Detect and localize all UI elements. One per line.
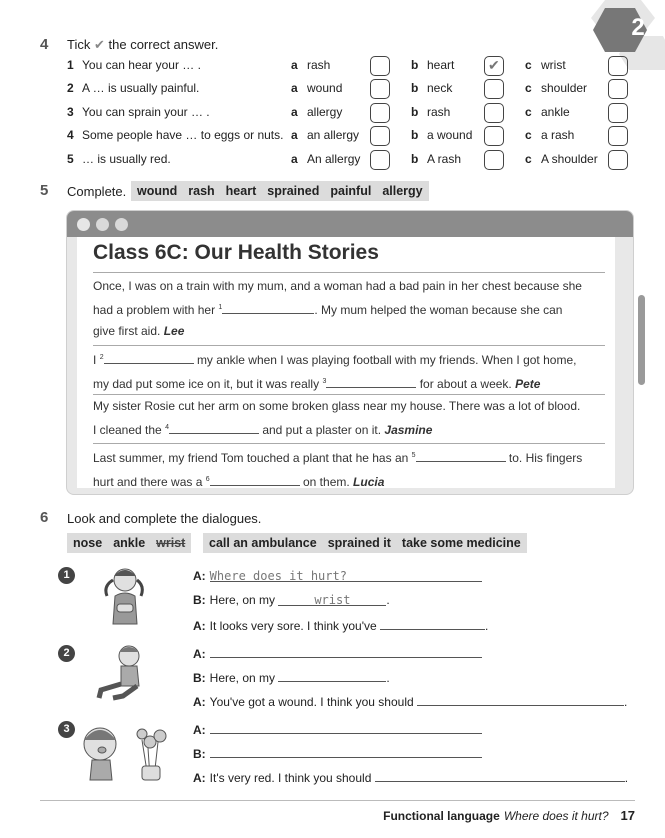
checkbox-a[interactable] (370, 103, 390, 123)
window-dot[interactable] (96, 218, 109, 231)
story-text: to. His fingers (508, 451, 583, 465)
story-lee (93, 276, 593, 342)
window-dot[interactable] (115, 218, 128, 231)
dialogue-1-line-1 (193, 569, 482, 583)
option-c-text: a rash (541, 128, 575, 142)
story-line (93, 445, 593, 469)
checkbox-c[interactable] (608, 150, 628, 170)
page-footer (383, 808, 635, 823)
option-a-text: wound (307, 81, 343, 95)
page-number: 17 (620, 808, 635, 823)
speaker: A: (193, 723, 206, 737)
answer-text: wrist (314, 593, 351, 607)
word-chip: wrist (156, 536, 186, 550)
gap-number: 1 (218, 304, 223, 311)
question-text: … is usually red. (82, 152, 171, 166)
option-letter: b (411, 152, 419, 166)
word-chip: sprained it (327, 536, 391, 550)
option-b-text: neck (427, 81, 453, 95)
speaker: B: (193, 593, 206, 607)
gap-number: 3 (322, 378, 327, 385)
word-box-5 (131, 181, 429, 201)
story-text: for about a week. (419, 377, 512, 391)
story-text: on them. (303, 475, 350, 489)
story-text: . My mum helped the woman because she can (314, 303, 563, 317)
tick-icon: ✔ (93, 37, 105, 52)
story-text: my dad put some ice on it, but it was really (93, 377, 320, 391)
page-title: Class 6C: Our Health Stories (93, 241, 379, 264)
dialogue-3-line-2 (193, 745, 482, 761)
dialogue-text: Here, on my (209, 671, 276, 685)
footer-topic: Where does it hurt? (503, 809, 609, 823)
word-box-6b (203, 533, 527, 553)
option-letter: a (291, 58, 298, 72)
option-letter: b (411, 81, 419, 95)
story-lucia (93, 445, 593, 493)
story-text: Once, I was on a train with my mum, and a woman had a bad pain in her chest because she (93, 279, 582, 293)
story-author: Jasmine (384, 423, 433, 437)
answer-field[interactable] (375, 769, 625, 782)
story-line (93, 321, 593, 342)
option-letter: a (291, 81, 298, 95)
question-text: You can sprain your … . (82, 105, 210, 119)
browser-window (66, 210, 634, 495)
checkbox-c[interactable] (608, 126, 628, 146)
speaker: A: (193, 619, 206, 633)
gap-number: 6 (205, 476, 210, 483)
option-b-text: rash (427, 105, 451, 119)
answer-field[interactable] (417, 693, 624, 706)
checkbox-c[interactable] (608, 56, 628, 76)
answer-field[interactable] (210, 745, 482, 758)
gap-1[interactable] (222, 302, 314, 314)
question-text: Some people have … to eggs or nuts. (82, 128, 284, 142)
speaker: A: (193, 695, 206, 709)
dialogue-1-line-3: A: It looks very sore. I think you've . (193, 619, 489, 633)
question-text: A … is usually painful. (82, 81, 200, 95)
girl-wrist-illustration (95, 566, 155, 626)
word-chip: allergy (382, 184, 423, 198)
gap-5[interactable] (416, 450, 506, 462)
checkbox-b[interactable] (484, 126, 504, 146)
dialogue-3-line-3: A: It's very red. I think you should . (193, 771, 629, 785)
story-line (93, 371, 593, 395)
checkbox-a[interactable] (370, 79, 390, 99)
browser-page (77, 237, 615, 488)
question-number: 5 (67, 152, 74, 166)
gap-number: 2 (99, 354, 104, 361)
question-number: 4 (67, 128, 74, 142)
option-b-text: A rash (427, 152, 462, 166)
question-text: You can hear your … . (82, 58, 201, 72)
checkbox-a[interactable] (370, 126, 390, 146)
checkbox-a[interactable] (370, 150, 390, 170)
divider (93, 443, 605, 444)
answer-field[interactable] (278, 593, 386, 606)
dialogue-number: 1 (58, 567, 75, 584)
story-line (93, 469, 593, 493)
answer-field[interactable] (210, 645, 482, 658)
browser-titlebar (67, 211, 633, 237)
checkbox-b[interactable] (484, 56, 504, 76)
title-post: the correct answer. (108, 37, 219, 52)
gap-4[interactable] (169, 422, 259, 434)
boy-ankle-illustration (93, 644, 155, 702)
divider (93, 394, 605, 395)
checkbox-b[interactable] (484, 103, 504, 123)
girl-nose-flowers-illustration (78, 722, 178, 782)
speaker: A: (193, 647, 206, 661)
option-letter: a (291, 128, 298, 142)
dialogue-1-line-2: B: Here, on my wrist . (193, 593, 390, 607)
option-letter: a (291, 105, 298, 119)
word-chip: nose (73, 536, 103, 550)
word-chip: heart (225, 184, 257, 198)
checkbox-c[interactable] (608, 79, 628, 99)
option-letter: b (411, 128, 419, 142)
story-pete (93, 347, 593, 395)
word-chip: call an ambulance (209, 536, 317, 550)
question-row (67, 103, 637, 123)
answer-text: Where does it hurt? (209, 569, 347, 583)
checkbox-c[interactable] (608, 103, 628, 123)
answer-field[interactable] (380, 617, 485, 630)
option-c-text: ankle (541, 105, 570, 119)
option-letter: c (525, 105, 532, 119)
answer-field[interactable] (210, 721, 482, 734)
dialogue-number: 3 (58, 721, 75, 738)
option-c-text: A shoulder (541, 152, 598, 166)
dialogue-text: Here, on my (209, 593, 276, 607)
story-author: Lucia (353, 475, 385, 489)
speaker: B: (193, 671, 206, 685)
dialogue-number: 2 (58, 645, 75, 662)
story-line (93, 347, 593, 371)
gap-number: 5 (411, 452, 416, 459)
option-a-text: An allergy (307, 152, 361, 166)
dialogue-2-line-2: B: Here, on my . (193, 671, 390, 685)
speaker: A: (193, 569, 206, 583)
speaker: A: (193, 771, 206, 785)
story-text: my ankle when I was playing football with my friends. When I got home, (196, 353, 577, 367)
story-jasmine (93, 396, 593, 441)
option-b-text: a wound (427, 128, 473, 142)
story-text: My sister Rosie cut her arm on some broken glass near my house. There was a lot of blood. (93, 399, 581, 413)
option-letter: a (291, 152, 298, 166)
question-row (67, 126, 637, 146)
exercise-6-number: 6 (40, 509, 49, 526)
option-c-text: wrist (541, 58, 566, 72)
dialogue-2-line-1 (193, 645, 482, 661)
story-text: Last summer, my friend Tom touched a plant that he has an (93, 451, 409, 465)
option-a-text: an allergy (307, 128, 360, 142)
answer-field[interactable] (278, 669, 386, 682)
option-letter: b (411, 58, 419, 72)
footer-divider (40, 800, 635, 801)
question-number: 2 (67, 81, 74, 95)
exercise-4-number: 4 (40, 36, 49, 53)
dialogue-3-line-1 (193, 721, 482, 737)
option-letter: c (525, 58, 532, 72)
story-line (93, 417, 593, 441)
story-text: I (93, 353, 97, 367)
word-box-6a (67, 533, 191, 553)
story-author: Lee (163, 324, 185, 338)
exercise-6-title: Look and complete the dialogues. (67, 511, 262, 526)
story-text: had a problem with her (93, 303, 216, 317)
word-chip: rash (188, 184, 215, 198)
gap-number: 4 (165, 424, 169, 431)
gap-3[interactable] (326, 376, 416, 388)
option-a-text: rash (307, 58, 331, 72)
story-text: give first aid. (93, 324, 161, 338)
question-row (67, 56, 637, 76)
dialogue-text: You've got a wound. I think you should (209, 695, 414, 709)
dialogue-text: It looks very sore. I think you've (209, 619, 377, 633)
story-text: and put a plaster on it. (262, 423, 382, 437)
word-chip: painful (330, 184, 372, 198)
option-a-text: allergy (307, 105, 343, 119)
answer-field[interactable] (210, 569, 482, 582)
option-c-text: shoulder (541, 81, 588, 95)
option-letter: c (525, 128, 532, 142)
dialogue-2-line-3: A: You've got a wound. I think you should . (193, 695, 628, 709)
dialogue-text: It's very red. I think you should (209, 771, 372, 785)
exercise-5-title: Complete. (67, 184, 127, 199)
story-text: I cleaned the (93, 423, 162, 437)
gap-6[interactable] (210, 474, 300, 486)
word-chip: wound (137, 184, 178, 198)
option-letter: b (411, 105, 419, 119)
gap-2[interactable] (104, 352, 194, 364)
story-author: Pete (515, 377, 541, 391)
window-dot[interactable] (77, 218, 90, 231)
question-number: 3 (67, 105, 74, 119)
unit-number: 2 (631, 14, 645, 41)
checkbox-b[interactable] (484, 150, 504, 170)
scrollbar[interactable] (638, 295, 645, 385)
story-text: hurt and there was a (93, 475, 203, 489)
speaker: B: (193, 747, 206, 761)
footer-section: Functional language (383, 809, 500, 823)
question-number: 1 (67, 58, 74, 72)
exercise-5-number: 5 (40, 182, 49, 199)
word-chip: take some medicine (401, 536, 521, 550)
checkbox-a[interactable] (370, 56, 390, 76)
option-letter: c (525, 152, 532, 166)
checkbox-b[interactable] (484, 79, 504, 99)
option-letter: c (525, 81, 532, 95)
story-line (93, 297, 593, 321)
title-pre: Tick (67, 37, 91, 52)
divider (93, 345, 605, 346)
word-chip: sprained (267, 184, 320, 198)
exercise-4-title (67, 37, 218, 53)
option-b-text: heart (427, 58, 455, 72)
divider (93, 272, 605, 273)
question-row (67, 79, 637, 99)
question-row (67, 150, 637, 170)
word-chip: ankle (113, 536, 146, 550)
